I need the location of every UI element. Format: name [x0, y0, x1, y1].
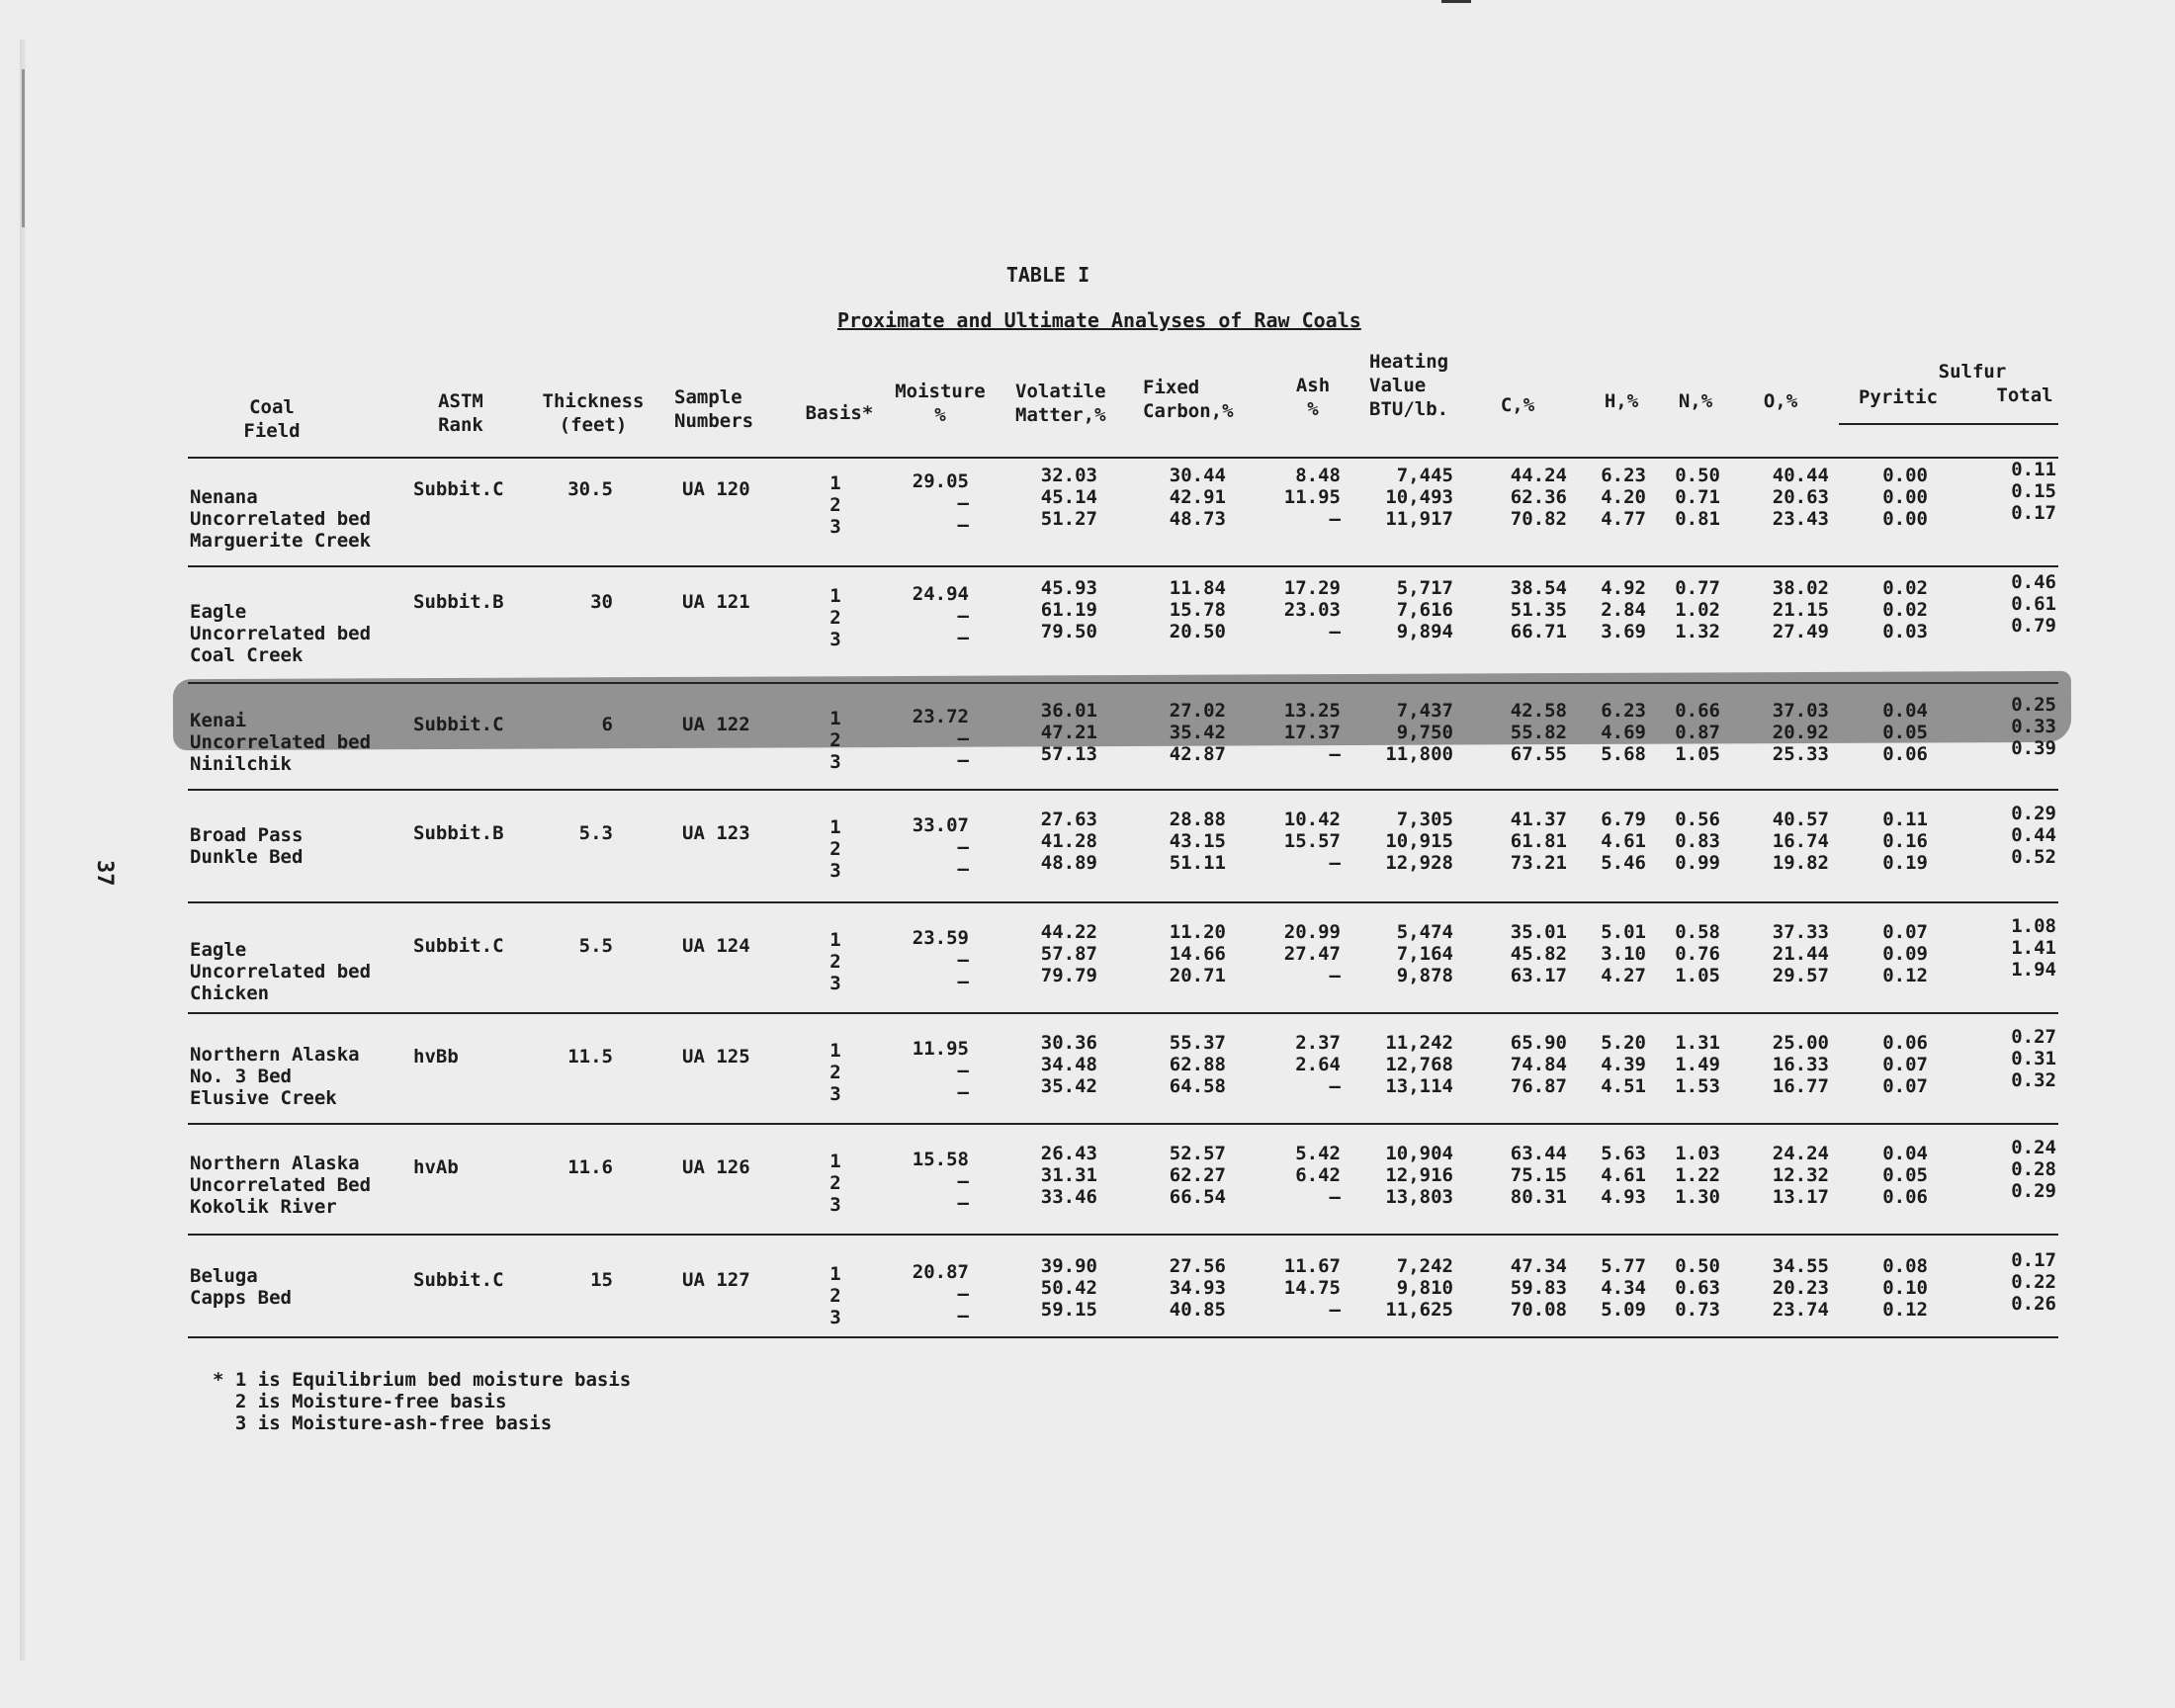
row-moisture: 29.05 — —	[912, 470, 969, 536]
row-ash: 2.37 2.64 —	[1295, 1032, 1341, 1097]
row-sample: UA 125	[682, 1046, 750, 1068]
row-rank: Subbit.B	[413, 822, 504, 844]
header-sample-numbers: Sample Numbers	[674, 386, 754, 432]
row-sample: UA 121	[682, 591, 750, 613]
row-heating: 7,242 9,810 11,625	[1385, 1255, 1453, 1321]
row-basis: 1 2 3	[829, 929, 841, 994]
row-n: 1.03 1.22 1.30	[1675, 1143, 1720, 1208]
table-bottom-rule	[188, 1336, 2058, 1338]
sulfur-rule	[1839, 423, 2058, 425]
row-h: 5.77 4.34 5.09	[1601, 1255, 1646, 1321]
row-divider	[188, 1012, 2058, 1014]
row-basis: 1 2 3	[829, 585, 841, 650]
row-h: 4.92 2.84 3.69	[1601, 577, 1646, 642]
header-rule	[188, 457, 2058, 459]
row-thickness: 5.3	[578, 822, 613, 844]
row-rank: Subbit.C	[413, 935, 504, 957]
row-o: 40.57 16.74 19.82	[1772, 809, 1829, 874]
row-heating: 7,305 10,915 12,928	[1385, 809, 1453, 874]
row-moisture: 11.95 — —	[912, 1038, 969, 1103]
header-coal-field: Coal Field	[243, 396, 301, 442]
row-sample: UA 124	[682, 935, 750, 957]
header-volatile-matter: Volatile Matter,%	[1015, 381, 1106, 426]
row-c: 44.24 62.36 70.82	[1510, 465, 1567, 530]
row-coal-field: Northern Alaska Uncorrelated Bed Kokolik River	[190, 1153, 372, 1218]
row-n: 1.31 1.49 1.53	[1675, 1032, 1720, 1097]
row-heating: 5,474 7,164 9,878	[1396, 921, 1453, 986]
row-total: 0.24 0.28 0.29	[2011, 1137, 2056, 1202]
row-total: 0.25 0.33 0.39	[2011, 694, 2056, 759]
row-sample: UA 126	[682, 1156, 750, 1178]
row-sample: UA 122	[682, 714, 750, 735]
row-c: 63.44 75.15 80.31	[1510, 1143, 1567, 1208]
row-divider	[188, 789, 2058, 791]
row-fixed: 30.44 42.91 48.73	[1169, 465, 1226, 530]
row-o: 40.44 20.63 23.43	[1772, 465, 1829, 530]
row-basis: 1 2 3	[829, 1151, 841, 1216]
row-pyritic: 0.04 0.05 0.06	[1882, 700, 1928, 765]
row-fixed: 27.56 34.93 40.85	[1169, 1255, 1226, 1321]
row-pyritic: 0.08 0.10 0.12	[1882, 1255, 1928, 1321]
row-volatile: 27.63 41.28 48.89	[1040, 809, 1097, 874]
row-total: 1.08 1.41 1.94	[2011, 915, 2056, 981]
row-volatile: 36.01 47.21 57.13	[1040, 700, 1097, 765]
row-rank: hvBb	[413, 1046, 459, 1068]
row-thickness: 6	[601, 714, 613, 735]
row-ash: 17.29 23.03 —	[1283, 577, 1341, 642]
row-c: 41.37 61.81 73.21	[1510, 809, 1567, 874]
row-divider	[188, 901, 2058, 903]
header-sulfur: Sulfur	[1938, 361, 2007, 383]
row-c: 47.34 59.83 70.08	[1510, 1255, 1567, 1321]
header-total: Total	[1996, 384, 2053, 406]
row-thickness: 30	[590, 591, 613, 613]
row-total: 0.27 0.31 0.32	[2011, 1026, 2056, 1091]
header-moisture: Moisture %	[895, 381, 986, 426]
row-total: 0.46 0.61 0.79	[2011, 571, 2056, 637]
row-sample: UA 123	[682, 822, 750, 844]
row-volatile: 26.43 31.31 33.46	[1040, 1143, 1097, 1208]
row-moisture: 33.07 — —	[912, 814, 969, 880]
row-h: 6.79 4.61 5.46	[1601, 809, 1646, 874]
row-divider	[188, 1234, 2058, 1236]
row-thickness: 11.6	[567, 1156, 613, 1178]
row-total: 0.29 0.44 0.52	[2011, 803, 2056, 868]
row-divider	[188, 1123, 2058, 1125]
row-divider	[188, 682, 2058, 684]
row-pyritic: 0.04 0.05 0.06	[1882, 1143, 1928, 1208]
row-o: 37.33 21.44 29.57	[1772, 921, 1829, 986]
row-ash: 10.42 15.57 —	[1283, 809, 1341, 874]
row-ash: 8.48 11.95 —	[1283, 465, 1341, 530]
row-fixed: 11.20 14.66 20.71	[1169, 921, 1226, 986]
row-heating: 7,445 10,493 11,917	[1385, 465, 1453, 530]
row-sample: UA 120	[682, 478, 750, 500]
header-heating-value: Heating Value BTU/lb.	[1369, 351, 1449, 420]
row-rank: Subbit.C	[413, 714, 504, 735]
row-rank: Subbit.B	[413, 591, 504, 613]
row-moisture: 15.58 — —	[912, 1149, 969, 1214]
row-pyritic: 0.02 0.02 0.03	[1882, 577, 1928, 642]
row-total: 0.17 0.22 0.26	[2011, 1249, 2056, 1315]
row-h: 6.23 4.20 4.77	[1601, 465, 1646, 530]
row-n: 0.50 0.71 0.81	[1675, 465, 1720, 530]
row-o: 37.03 20.92 25.33	[1772, 700, 1829, 765]
header-fixed-carbon: Fixed Carbon,%	[1143, 377, 1234, 422]
row-pyritic: 0.06 0.07 0.07	[1882, 1032, 1928, 1097]
row-n: 0.77 1.02 1.32	[1675, 577, 1720, 642]
row-o: 38.02 21.15 27.49	[1772, 577, 1829, 642]
header-h: H,%	[1604, 390, 1639, 412]
row-thickness: 5.5	[578, 935, 613, 957]
row-o: 25.00 16.33 16.77	[1772, 1032, 1829, 1097]
header-o: O,%	[1763, 390, 1798, 412]
row-coal-field: Eagle Uncorrelated bed Chicken	[190, 939, 372, 1004]
row-ash: 5.42 6.42 —	[1295, 1143, 1341, 1208]
row-thickness: 30.5	[567, 478, 613, 500]
row-h: 5.01 3.10 4.27	[1601, 921, 1646, 986]
row-ash: 13.25 17.37 —	[1283, 700, 1341, 765]
row-volatile: 30.36 34.48 35.42	[1040, 1032, 1097, 1097]
row-basis: 1 2 3	[829, 816, 841, 882]
row-fixed: 11.84 15.78 20.50	[1169, 577, 1226, 642]
row-c: 42.58 55.82 67.55	[1510, 700, 1567, 765]
row-heating: 5,717 7,616 9,894	[1396, 577, 1453, 642]
row-coal-field: Kenai Uncorrelated bed Ninilchik	[190, 710, 372, 775]
table-subtitle: Proximate and Ultimate Analyses of Raw Coals	[837, 308, 1361, 332]
row-fixed: 27.02 35.42 42.87	[1169, 700, 1226, 765]
row-fixed: 28.88 43.15 51.11	[1169, 809, 1226, 874]
header-astm-rank: ASTM Rank	[438, 390, 483, 436]
row-fixed: 55.37 62.88 64.58	[1169, 1032, 1226, 1097]
row-n: 0.66 0.87 1.05	[1675, 700, 1720, 765]
row-coal-field: Northern Alaska No. 3 Bed Elusive Creek	[190, 1044, 360, 1109]
page-top-mark	[1441, 0, 1471, 3]
row-o: 34.55 20.23 23.74	[1772, 1255, 1829, 1321]
footnote: * 1 is Equilibrium bed moisture basis 2 is Moisture-free basis 3 is Moisture-ash-free basis	[213, 1369, 632, 1434]
row-basis: 1 2 3	[829, 472, 841, 538]
row-coal-field: Eagle Uncorrelated bed Coal Creek	[190, 601, 372, 666]
row-volatile: 45.93 61.19 79.50	[1040, 577, 1097, 642]
row-h: 5.20 4.39 4.51	[1601, 1032, 1646, 1097]
row-o: 24.24 12.32 13.17	[1772, 1143, 1829, 1208]
row-moisture: 23.72 — —	[912, 706, 969, 771]
row-c: 35.01 45.82 63.17	[1510, 921, 1567, 986]
row-c: 38.54 51.35 66.71	[1510, 577, 1567, 642]
row-heating: 11,242 12,768 13,114	[1385, 1032, 1453, 1097]
row-sample: UA 127	[682, 1269, 750, 1291]
row-rank: Subbit.C	[413, 478, 504, 500]
header-ash: Ash %	[1295, 375, 1331, 420]
row-heating: 10,904 12,916 13,803	[1385, 1143, 1453, 1208]
table-title-text: TABLE I	[1005, 263, 1090, 287]
row-ash: 11.67 14.75 —	[1283, 1255, 1341, 1321]
page-edge-mark	[22, 69, 25, 227]
header-c: C,%	[1500, 394, 1535, 416]
row-basis: 1 2 3	[829, 708, 841, 773]
row-coal-field: Broad Pass Dunkle Bed	[190, 824, 304, 868]
row-n: 0.56 0.83 0.99	[1675, 809, 1720, 874]
row-ash: 20.99 27.47 —	[1283, 921, 1341, 986]
row-coal-field: Beluga Capps Bed	[190, 1265, 292, 1309]
row-rank: Subbit.C	[413, 1269, 504, 1291]
header-thickness: Thickness (feet)	[542, 390, 645, 436]
row-volatile: 39.90 50.42 59.15	[1040, 1255, 1097, 1321]
row-moisture: 23.59 — —	[912, 927, 969, 992]
row-heating: 7,437 9,750 11,800	[1385, 700, 1453, 765]
header-pyritic: Pyritic	[1858, 386, 1939, 408]
row-total: 0.11 0.15 0.17	[2011, 459, 2056, 524]
header-basis: Basis*	[805, 402, 874, 424]
page-number: 37	[92, 860, 117, 887]
row-h: 6.23 4.69 5.68	[1601, 700, 1646, 765]
row-thickness: 11.5	[567, 1046, 613, 1068]
row-n: 0.50 0.63 0.73	[1675, 1255, 1720, 1321]
row-basis: 1 2 3	[829, 1263, 841, 1328]
row-volatile: 44.22 57.87 79.79	[1040, 921, 1097, 986]
row-coal-field: Nenana Uncorrelated bed Marguerite Creek	[190, 486, 372, 552]
row-pyritic: 0.00 0.00 0.00	[1882, 465, 1928, 530]
row-rank: hvAb	[413, 1156, 459, 1178]
row-c: 65.90 74.84 76.87	[1510, 1032, 1567, 1097]
row-h: 5.63 4.61 4.93	[1601, 1143, 1646, 1208]
row-pyritic: 0.07 0.09 0.12	[1882, 921, 1928, 986]
row-thickness: 15	[590, 1269, 613, 1291]
row-divider	[188, 565, 2058, 567]
row-basis: 1 2 3	[829, 1040, 841, 1105]
row-fixed: 52.57 62.27 66.54	[1169, 1143, 1226, 1208]
header-n: N,%	[1678, 390, 1713, 412]
row-pyritic: 0.11 0.16 0.19	[1882, 809, 1928, 874]
table-title	[0, 263, 2175, 287]
row-moisture: 24.94 — —	[912, 583, 969, 648]
row-n: 0.58 0.76 1.05	[1675, 921, 1720, 986]
row-moisture: 20.87 — —	[912, 1261, 969, 1326]
row-volatile: 32.03 45.14 51.27	[1040, 465, 1097, 530]
